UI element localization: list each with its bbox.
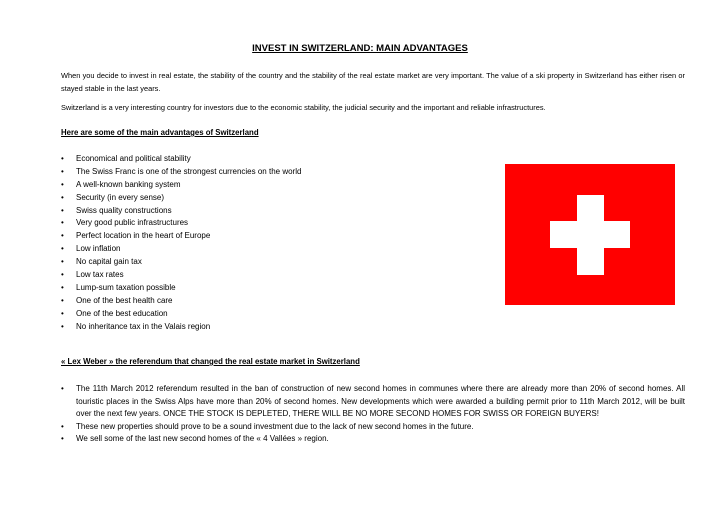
bullet-icon: • [61,244,64,254]
bullet-icon: • [61,421,64,431]
list-item [61,256,361,269]
list-item [61,153,361,166]
bullet-icon: • [61,166,64,176]
lex-point-text: We sell some of the last new second homes of the « 4 Vallées » region. [76,434,329,444]
bullet-icon: • [61,154,64,163]
advantage-text: The Swiss Franc is one of the strongest currencies on the world [76,166,302,176]
list-item [61,433,685,446]
advantages-list [61,153,361,333]
lex-point-text: The 11th March 2012 referendum resulted in the ban of construction of new second homes in communes where there are already more than 20% of second homes. All touristic places in the Swiss Alps have more than 20% of second homes. New developments which were awarded a building permit prior to 11th March 2012, will be built over the next few years. ONCE THE STOCK IS DEPLETED, THERE WILL BE NO MORE SECOND HOMES FOR SWISS OR FOREIGN BUYERS! [76,384,685,419]
bullet-icon: • [61,308,64,318]
bullet-icon: • [61,384,64,393]
list-item [61,192,361,205]
lex-weber-heading: « Lex Weber » the referendum that changed the real estate market in Switzerland [61,357,360,366]
advantage-text: No inheritance tax in the Valais region [76,321,211,331]
advantages-heading: Here are some of the main advantages of Switzerland [61,128,259,137]
list-item [61,295,361,308]
bullet-icon: • [61,218,64,228]
list-item [61,383,685,421]
list-item [61,269,361,282]
bullet-icon: • [61,434,64,444]
list-item [61,321,361,334]
advantage-text: Perfect location in the heart of Europe [76,231,211,241]
advantage-text: Low tax rates [76,270,124,280]
bullet-icon: • [61,321,64,331]
advantage-text: Low inflation [76,244,121,254]
advantage-text: One of the best health care [76,295,173,305]
list-item [61,421,685,434]
advantage-text: Swiss quality constructions [76,205,172,215]
list-item [61,282,361,295]
swiss-flag-icon [505,164,675,305]
advantage-text: A well-known banking system [76,179,181,189]
advantage-text: Very good public infrastructures [76,218,189,228]
advantage-text: Economical and political stability [76,154,191,163]
list-item [61,217,361,230]
bullet-icon: • [61,179,64,189]
bullet-icon: • [61,282,64,292]
intro-paragraph: When you decide to invest in real estate, the stability of the country and the stability of the real estate market are very important. The value of a ski property in Switzerland has either risen or stayed stable in the last years. [61,71,685,93]
advantage-text: Lump-sum taxation possible [76,282,176,292]
advantage-text: No capital gain tax [76,257,142,267]
lex-point-text: These new properties should prove to be a sound investment due to the lack of new second homes in the future. [76,421,474,431]
bullet-icon: • [61,270,64,280]
lex-weber-list [61,383,685,446]
bullet-icon: • [61,295,64,305]
advantage-text: Security (in every sense) [76,192,165,202]
document-title: INVEST IN SWITZERLAND: MAIN ADVANTAGES [252,43,468,54]
list-item [61,179,361,192]
list-item [61,166,361,179]
list-item [61,230,361,243]
flag-cross-horizontal [550,221,630,248]
bullet-icon: • [61,205,64,215]
advantage-text: One of the best education [76,308,168,318]
list-item [61,243,361,256]
list-item [61,308,361,321]
bullet-icon: • [61,192,64,202]
stability-paragraph: Switzerland is a very interesting country for investors due to the economic stability, the judicial security and the important and reliable infrastructures. [61,103,546,112]
bullet-icon: • [61,231,64,241]
bullet-icon: • [61,257,64,267]
list-item [61,205,361,218]
